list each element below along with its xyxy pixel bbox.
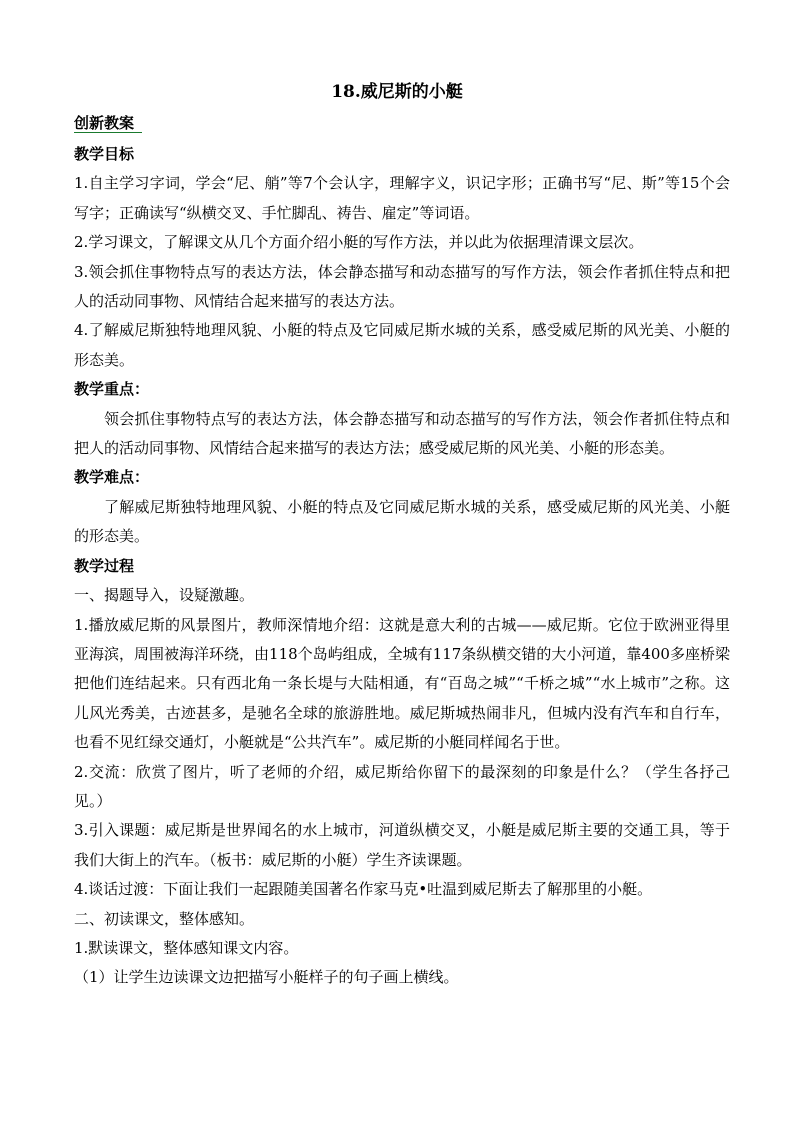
goal-item: 4.了解威尼斯独特地理风貌、小艇的特点及它同威尼斯水城的关系，感受威尼斯的风光美、小艇的形态美。 xyxy=(74,321,730,369)
goal-item: 3.领会抓住事物特点写的表达方法，体会静态描写和动态描写的写作方法，领会作者抓住特点和把人的活动同事物、风情结合起来描写的表达方法。 xyxy=(74,262,730,311)
process-item: 2.交流：欣赏了图片，听了老师的介绍，威尼斯给你留下的最深刻的印象是什么？（学生各抒己见。） xyxy=(74,762,730,810)
heading-teaching-process: 教学过程 xyxy=(74,556,135,575)
heading-key-points: 教学重点： xyxy=(74,380,150,399)
goal-item: 2.学习课文，了解课文从几个方面介绍小艇的写作方法，并以此为依据理清课文层次。 xyxy=(74,233,644,252)
process-part-heading: 一、揭题导入，设疑激趣。 xyxy=(74,586,255,605)
process-item: 1.默读课文，整体感知课文内容。 xyxy=(74,938,299,957)
key-points-text: 领会抓住事物特点写的表达方法，体会静态描写和动态描写的写作方法，领会作者抓住特点和把人的活动同事物、风情结合起来描写的表达方法；感受威尼斯的风光美、小艇的形态美。 xyxy=(74,409,730,458)
subhead-underline xyxy=(74,132,142,133)
process-item: （1）让学生边读课文边把描写小艇样子的句子画上横线。 xyxy=(74,968,459,987)
section-label-innovative-plan: 创新教案 xyxy=(74,114,135,132)
difficulties-text: 了解威尼斯独特地理风貌、小艇的特点及它同威尼斯水城的关系，感受威尼斯的风光美、小艇的形态美。 xyxy=(74,497,730,546)
heading-teaching-goals: 教学目标 xyxy=(74,145,135,163)
heading-difficulties: 教学难点： xyxy=(74,468,150,487)
process-part-heading: 二、初读课文，整体感知。 xyxy=(74,909,255,928)
process-item: 1.播放威尼斯的风景图片，教师深情地介绍：这就是意大利的古城——威尼斯。它位于欧洲亚得里亚海滨，周围被海洋环绕，由118个岛屿组成，全城有117条纵横交错的大小河道，靠400多座桥梁把他们连结起来。只有西北角一条长堤与大陆相通，有“百岛之城”“千桥之城”“水上城市”之称。这儿风光秀美，古迹甚多，是驰名全球的旅游胜地。威尼斯城热闹非凡，但城内没有汽车和自行车，也看不见红绿交通灯，小艇就是“公共汽车”。威尼斯的小艇同样闻名于世。 xyxy=(74,615,730,752)
process-item: 3.引入课题：威尼斯是世界闻名的水上城市，河道纵横交叉，小艇是威尼斯主要的交通工具，等于我们大街上的汽车。（板书：威尼斯的小艇）学生齐读课题。 xyxy=(74,821,730,869)
document-title: 18.威尼斯的小艇 xyxy=(331,82,463,102)
document-body xyxy=(74,140,730,993)
goal-item: 1.自主学习字词，学会“尼、艄”等7个会认字，理解字义，识记字形；正确书写“尼、斯”等15个会写字；正确读写“纵横交叉、手忙脚乱、祷告、雇定”等词语。 xyxy=(74,174,730,222)
process-item: 4.谈话过渡：下面让我们一起跟随美国著名作家马克•吐温到威尼斯去了解那里的小艇。 xyxy=(74,880,653,899)
